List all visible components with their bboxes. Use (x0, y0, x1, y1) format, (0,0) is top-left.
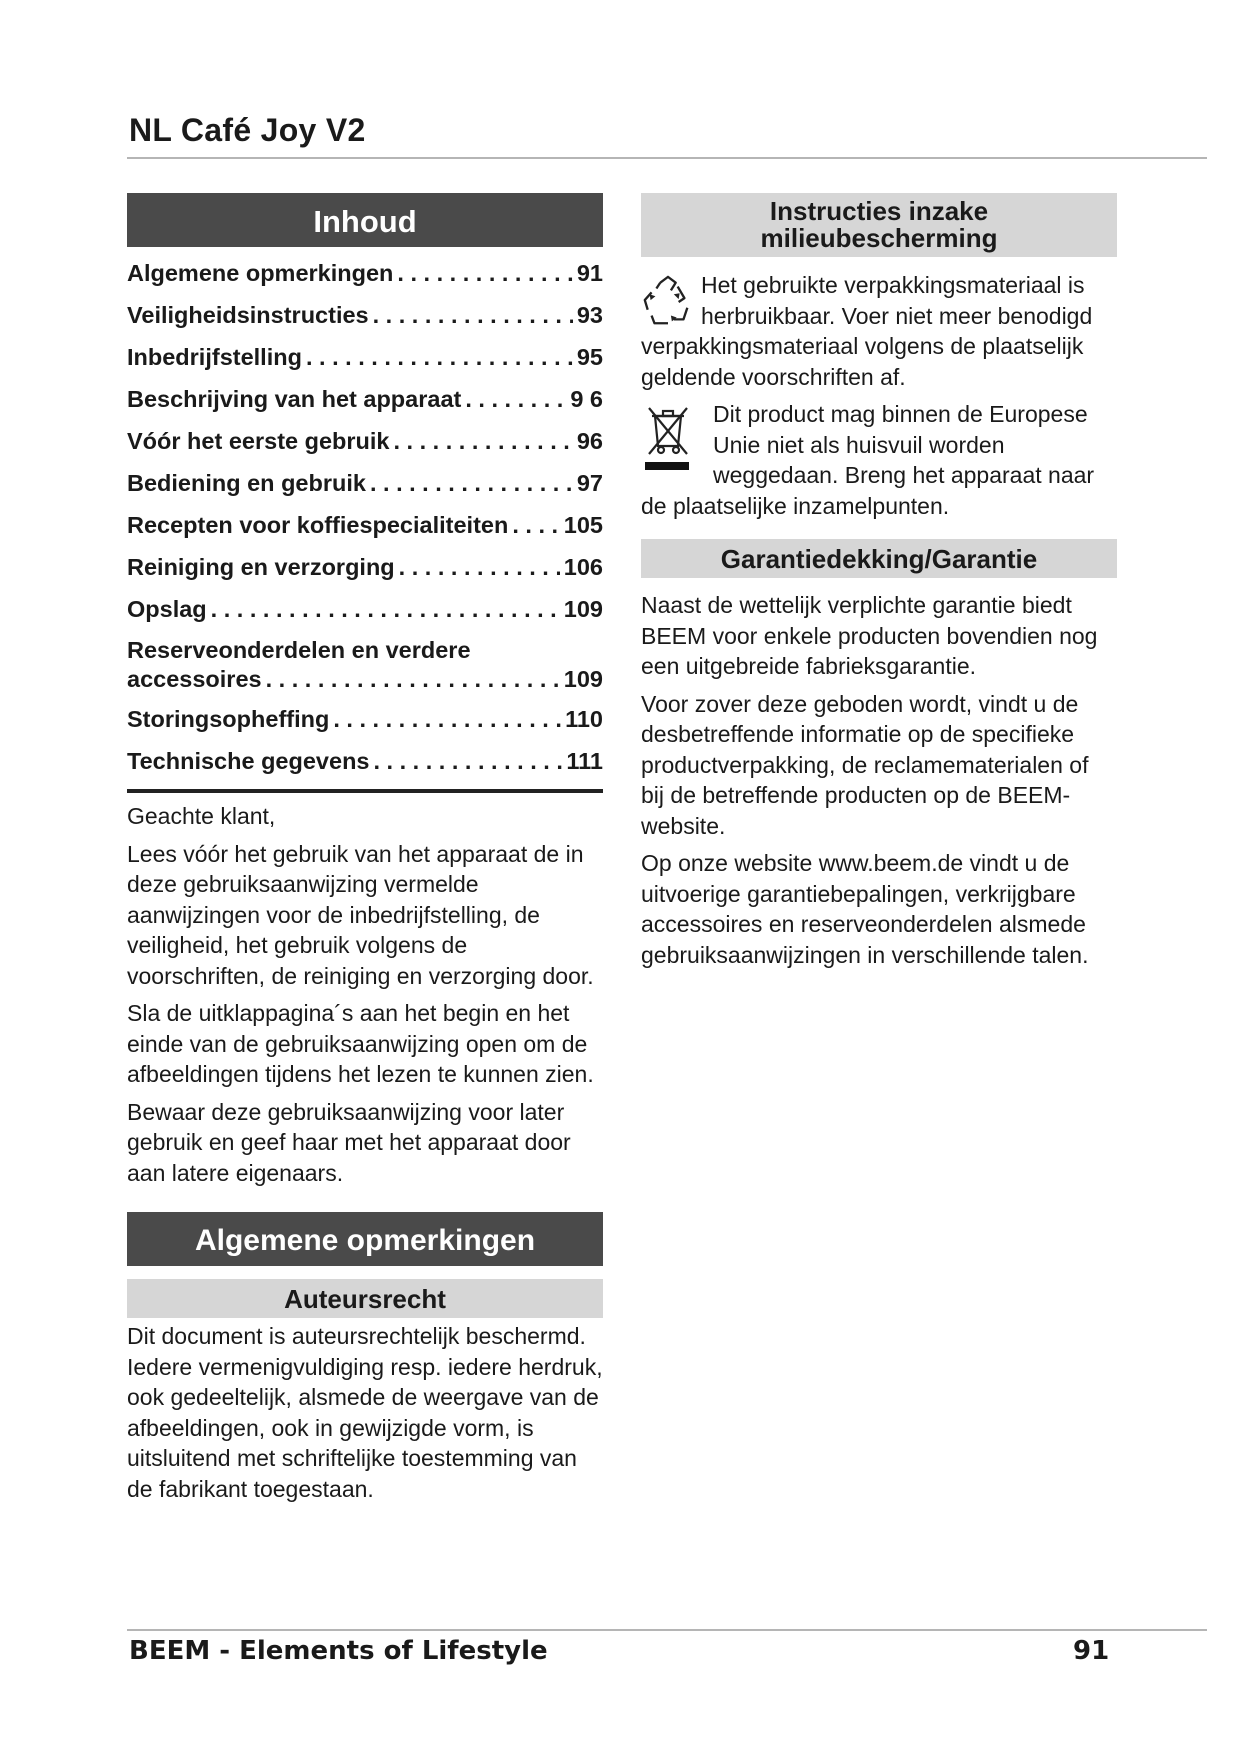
recycle-note (641, 270, 1117, 392)
toc-leader (370, 462, 573, 504)
toc-leader (397, 252, 572, 294)
toc-leader (394, 420, 573, 462)
toc-entry[interactable] (127, 588, 603, 630)
toc-entry-label: Opslag (127, 596, 207, 622)
toc-entry[interactable] (127, 740, 603, 782)
intro-paragraph: Bewaar deze gebruiksaanwijzing voor later gebruik en geef haar met het apparaat door aan latere eigenaars. (127, 1098, 571, 1186)
toc-leader (512, 504, 559, 546)
toc-leader (333, 698, 561, 740)
toc-entry[interactable] (127, 698, 603, 740)
toc-entry[interactable] (127, 504, 603, 546)
disposal-paragraph: Dit product mag binnen de Europese Unie niet als huisvuil worden weggedaan. Breng het apparaat naar de plaatselijke inzamelpunten. (641, 401, 1095, 519)
section-heading-environment (641, 193, 1117, 257)
header-divider (127, 157, 1207, 159)
toc-entry-label: Veiligheidsinstructies (127, 302, 369, 328)
toc-entry-label: Bediening en gebruik (127, 470, 366, 496)
toc-leader (399, 546, 560, 588)
toc-entry-page: 95 (576, 344, 603, 370)
toc-entry-label-continued: accessoires (127, 666, 262, 692)
toc-entry-label: Beschrijving van het apparaat (127, 386, 462, 412)
left-column (127, 193, 603, 1511)
toc-leader (211, 588, 560, 630)
toc-entry-label: Storingsopheffing (127, 706, 330, 732)
page-number: 91 (1073, 1636, 1110, 1666)
toc-entry-page: 91 (576, 260, 603, 286)
toc-entry-page: 9 6 (570, 386, 603, 412)
toc-leader (374, 740, 563, 782)
section-heading-warranty: Garantiedekking/Garantie (641, 539, 1117, 578)
toc-entry-label: Recepten voor koffiespecialiteiten (127, 512, 509, 538)
toc-entry[interactable] (127, 420, 603, 462)
toc-entry[interactable] (127, 630, 603, 698)
toc-leader (306, 336, 573, 378)
toc-leader (266, 665, 560, 694)
toc-entry-page: 106 (563, 554, 603, 580)
copyright-paragraph: Dit document is auteursrechtelijk beschermd. Iedere vermenigvuldiging resp. iedere herdruk, ook gedeeltelijk, alsmede de weergave van de afbeeldingen, ook in gewijzigde vorm, is uitsluitend met schriftelijke toestemming van de fabrikant toegestaan. (127, 1323, 603, 1502)
toc-entry[interactable] (127, 252, 603, 294)
heading-line: milieubescherming (760, 223, 998, 253)
toc-entry-label: Technische gegevens (127, 748, 370, 774)
toc-entry-page: 93 (576, 302, 603, 328)
subsection-heading-copyright: Auteursrecht (127, 1279, 603, 1318)
toc-divider (127, 789, 603, 793)
intro-section (127, 801, 603, 1188)
toc-entry-label: Inbedrijfstelling (127, 344, 302, 370)
toc-entry-label: Vóór het eerste gebruik (127, 428, 390, 454)
toc-entry-page: 111 (566, 748, 603, 774)
warranty-paragraph: Op onze website www.beem.de vindt u de uitvoerige garantiebepalingen, verkrijgbare accessoires en reserveonderdelen alsmede gebruiksaanwijzingen in verschillende talen. (641, 850, 1089, 968)
toc-entry-page: 97 (576, 470, 603, 496)
section-heading-general: Algemene opmerkingen (127, 1212, 603, 1266)
page-title: NL Café Joy V2 (129, 112, 366, 148)
crossed-bin-icon (639, 402, 697, 474)
toc-entry[interactable] (127, 378, 603, 420)
greeting: Geachte klant, (127, 803, 276, 829)
right-column (641, 193, 1117, 977)
toc-entry-page: 96 (576, 428, 603, 454)
toc-heading: Inhoud (127, 193, 603, 247)
table-of-contents (127, 252, 603, 782)
heading-line: Instructies inzake (769, 196, 989, 226)
warranty-paragraph: Voor zover deze geboden wordt, vindt u de desbetreffende informatie op de specifieke productverpakking, de reclamematerialen of bij de betreffende producten op de BEEM-website. (641, 690, 1089, 839)
intro-paragraph: Lees vóór het gebruik van het apparaat de in deze gebruiksaanwijzing vermelde aanwijzingen voor de inbedrijfstelling, de veiligheid, het gebruik volgens de voorschriften, de reiniging en verzorging door. (127, 840, 594, 989)
warranty-paragraph: Naast de wettelijk verplichte garantie biedt BEEM voor enkele producten bovendien nog een uitgebreide fabrieksgarantie. (641, 592, 1098, 679)
toc-entry-page: 109 (563, 666, 603, 692)
toc-entry-label: Reiniging en verzorging (127, 554, 395, 580)
toc-entry-page: 105 (563, 512, 603, 538)
toc-entry-page: 110 (565, 706, 603, 732)
toc-entry-label: Algemene opmerkingen (127, 260, 394, 286)
toc-entry-label: Reserveonderdelen en verdere (127, 637, 471, 663)
toc-leader (465, 378, 566, 420)
toc-entry-page: 109 (563, 596, 603, 622)
footer-divider (127, 1629, 1207, 1631)
disposal-note (641, 399, 1117, 521)
toc-entry[interactable] (127, 546, 603, 588)
toc-entry[interactable] (127, 462, 603, 504)
toc-entry[interactable] (127, 294, 603, 336)
toc-leader (373, 294, 573, 336)
intro-paragraph: Sla de uitklappagina´s aan het begin en het einde van de gebruiksaanwijzing open om de afbeeldingen tijdens het lezen te kunnen zien. (127, 1000, 594, 1087)
recycle-icon (639, 273, 697, 331)
recycle-paragraph: Het gebruikte verpakkingsmateriaal is herbruikbaar. Voer niet meer benodigd verpakkingsmateriaal volgens de plaatselijk geldende voorschriften af. (641, 272, 1093, 390)
footer-brand: BEEM - Elements of Lifestyle (129, 1636, 548, 1666)
toc-entry[interactable] (127, 336, 603, 378)
